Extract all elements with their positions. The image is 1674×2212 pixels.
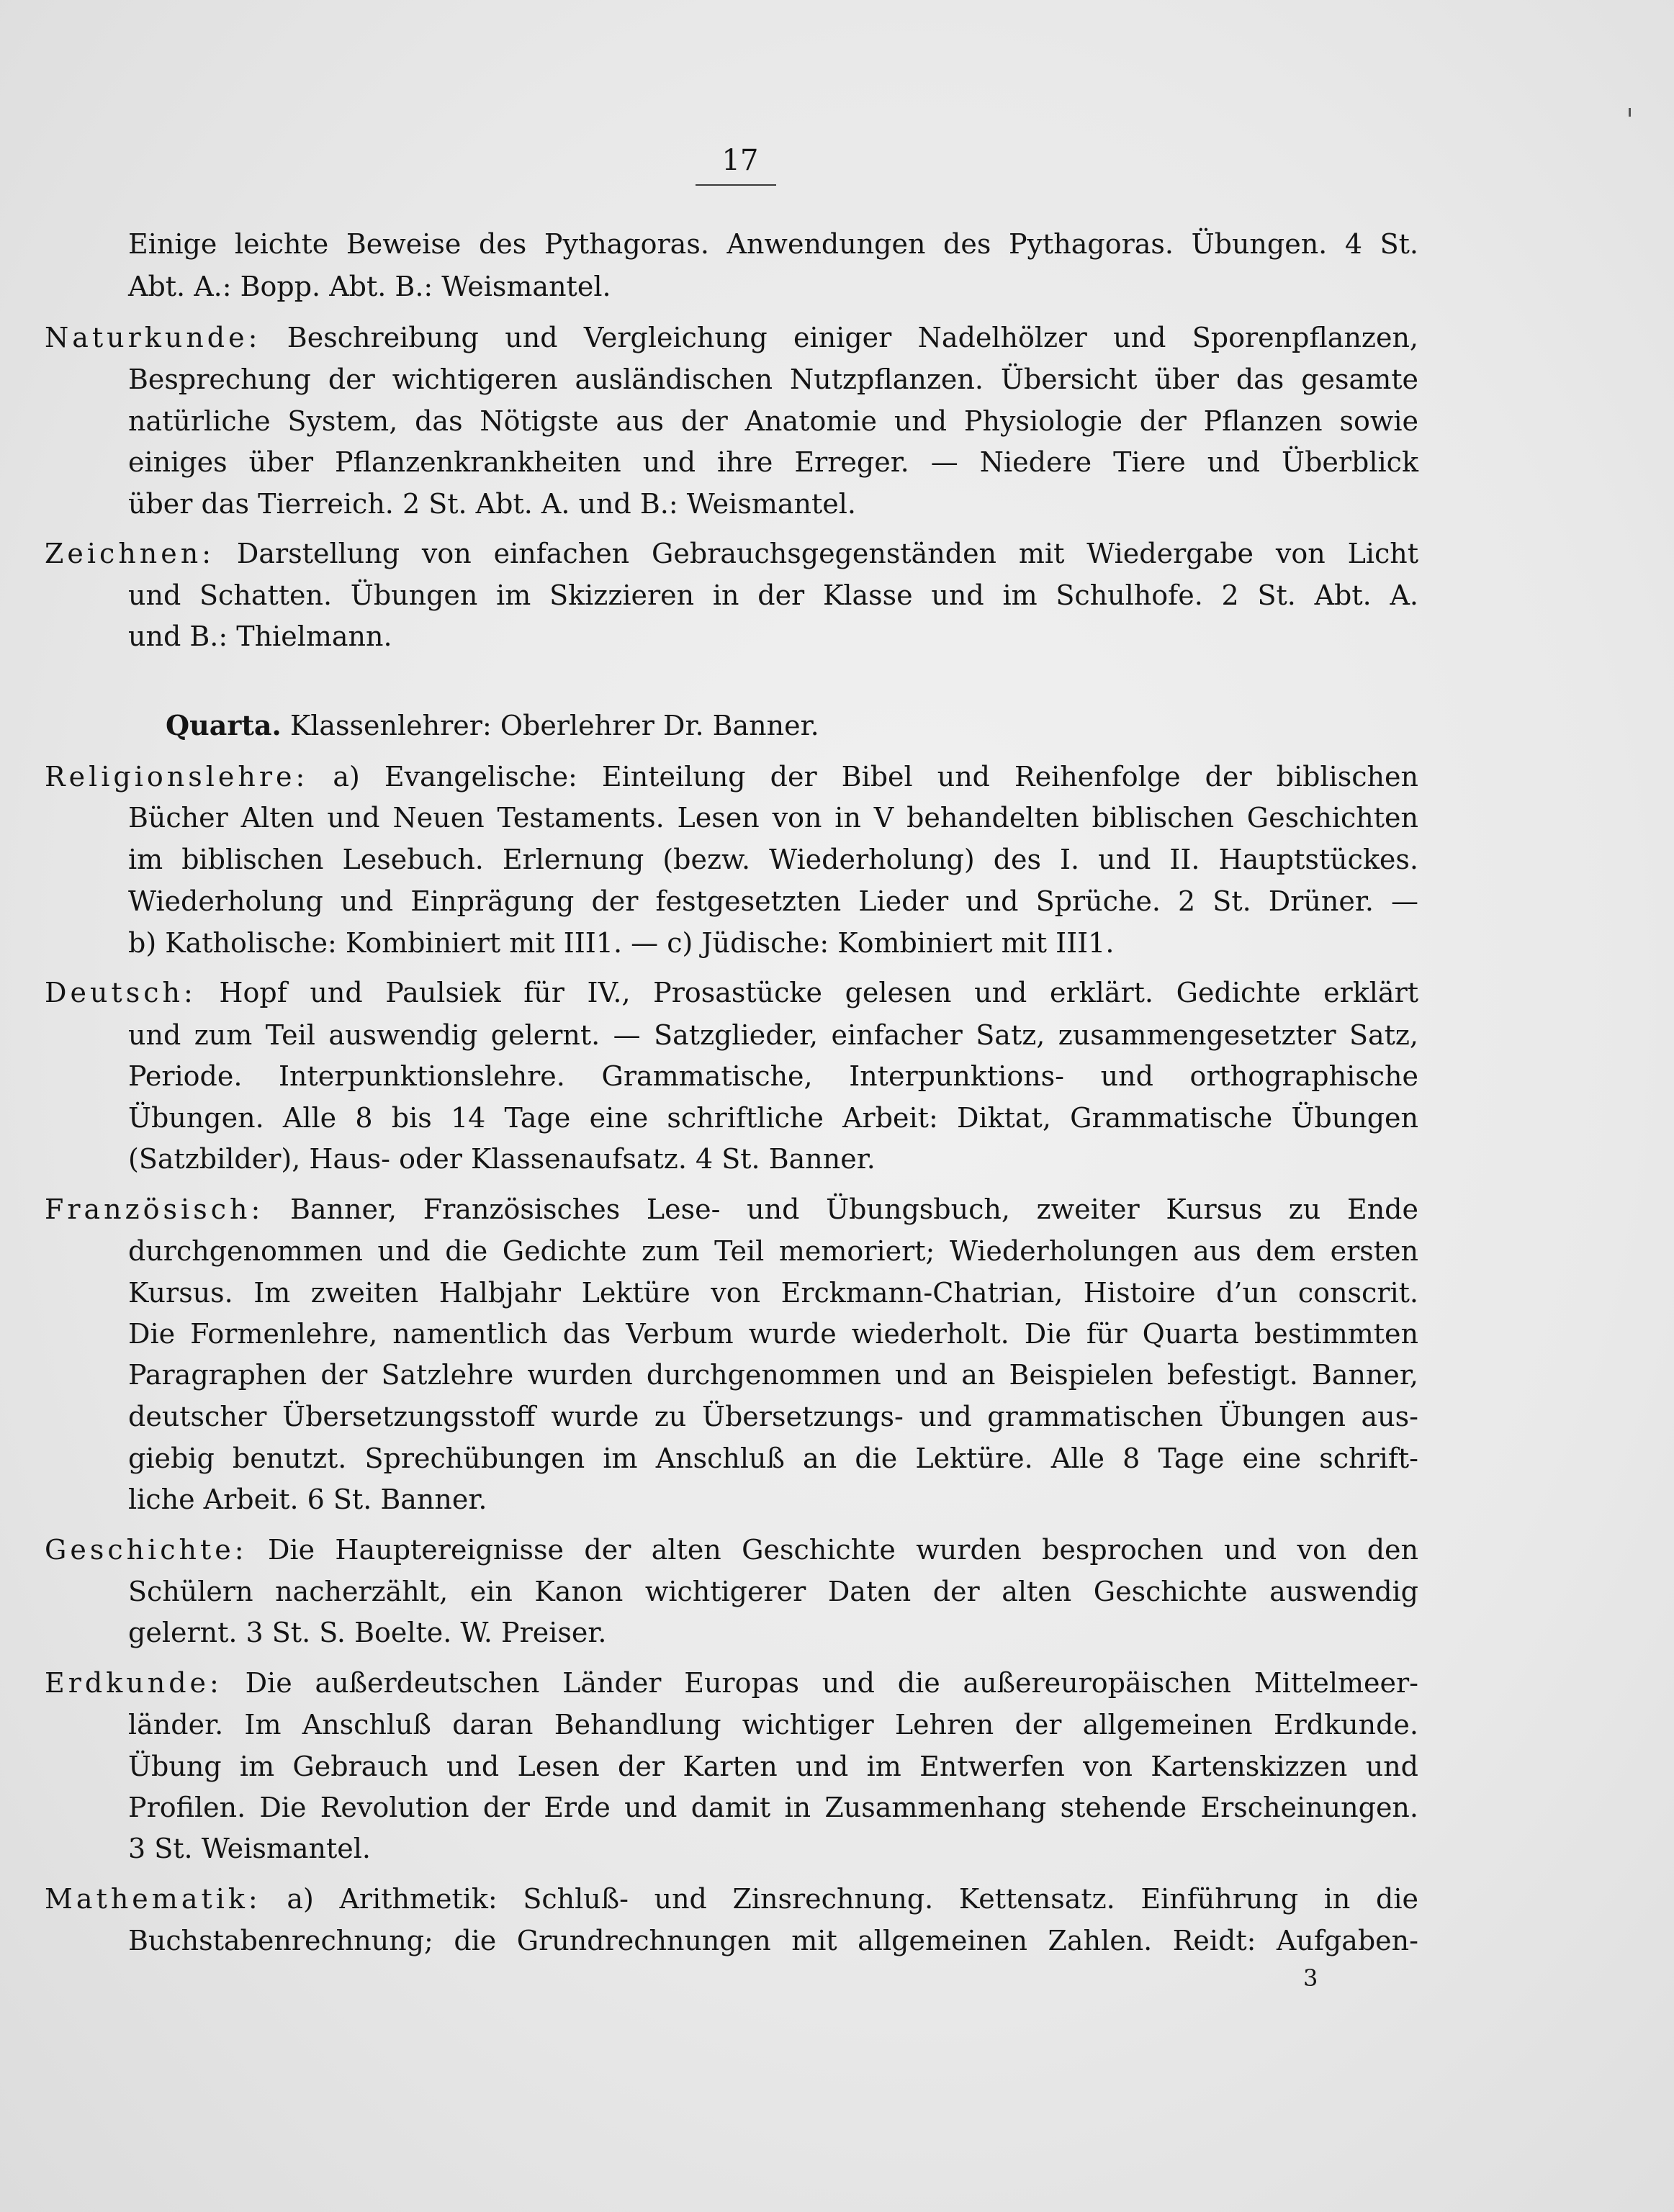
text-line [128,1274,1418,1312]
subject-label: Französisch: [45,1193,264,1225]
line-text: Profilen. Die Revolution der Erde und damit in Zusammenhang stehende Erscheinungen. [128,1792,1418,1823]
text-line [45,319,1418,356]
text-line [128,361,1418,398]
line-text: natürliche System, das Nötigste aus der Anatomie und Physiologie der Pflanzen sowie [128,405,1418,437]
text-line [128,1315,1418,1353]
text-line [45,535,1418,572]
line-text: im biblischen Lesebuch. Erlernung (bezw. Wiederholung) des I. und II. Hauptstückes. [128,844,1418,875]
line-text: und Schatten. Übungen im Skizzieren in der Klasse und im Schulhofe. 2 St. Abt. A. [128,579,1418,611]
text-line [128,1140,876,1178]
line-text: durchgenommen und die Gedichte zum Teil memoriert; Wiederholungen aus dem ersten [128,1235,1418,1267]
text-line [45,1880,1418,1918]
text-line [45,758,1418,795]
subject-label: Religionslehre: [45,761,309,793]
line-text: einiges über Pflanzenkrankheiten und ihre Erreger. — Niedere Tiere und Überblick [128,446,1418,478]
text-line [128,799,1418,836]
class-heading-label: Quarta. [166,709,282,741]
line-text: Beschreibung und Vergleichung einiger Nadelhölzer und Sporenpflanzen, [261,322,1418,353]
line-text: liche Arbeit. 6 St. Banner. [128,1484,487,1515]
line-text: Besprechung der wichtigeren ausländischen Nutzpflanzen. Übersicht über das gesamte [128,364,1418,395]
text-line [128,1573,1418,1610]
subject-label: Zeichnen: [45,538,215,569]
signature-mark: 3 [1303,1964,1318,1992]
line-text: (Satzbilder), Haus- oder Klassenaufsatz. 4 St. Banner. [128,1143,876,1175]
line-text: a) Arithmetik: Schluß- und Zinsrechnung. Kettensatz. Einführung in die [261,1883,1418,1915]
text-line [128,1481,487,1518]
text-line [45,1664,1418,1702]
line-text: gelernt. 3 St. S. Boelte. W. Preiser. [128,1617,607,1648]
line-text: Kursus. Im zweiten Halbjahr Lektüre von Erckmann-Chatrian, Histoire d’un conscrit. [128,1277,1418,1309]
text-line [128,1922,1418,1959]
text-line [128,268,611,305]
subject-label: Geschichte: [45,1534,248,1566]
text-line [128,1016,1418,1054]
line-text: Die Formenlehre, namentlich das Verbum wurde wiederholt. Die für Quarta bestimmten [128,1318,1418,1350]
line-text: Wiederholung und Einprägung der festgesetzten Lieder und Sprüche. 2 St. Drüner. — [128,885,1418,917]
text-line [45,1191,1418,1228]
line-text: Übung im Gebrauch und Lesen der Karten und im Entwerfen von Kartenskizzen und [128,1751,1418,1782]
line-text: Hopf und Paulsiek für IV., Prosastücke gelesen und erklärt. Gedichte erklärt [196,977,1418,1008]
subject-label: Deutsch: [45,977,197,1008]
text-line [128,443,1418,481]
line-text: Bücher Alten und Neuen Testaments. Lesen von in V behandelten biblischen Geschichten [128,802,1418,834]
line-text: Übungen. Alle 8 bis 14 Tage eine schriftliche Arbeit: Diktat, Grammatische Übungen [128,1102,1418,1134]
subject-label: Erdkunde: [45,1667,222,1699]
text-line [128,1398,1418,1435]
subject-label: Mathematik: [45,1883,261,1915]
text-line [128,1099,1418,1137]
text-line [128,1706,1418,1743]
text-line [128,1830,371,1867]
scan-edge-mark [1629,108,1631,117]
text-line [45,974,1418,1011]
text-line [128,402,1418,440]
text-line [128,1356,1418,1394]
text-line [128,225,1418,263]
line-text: Darstellung von einfachen Gebrauchsgegenständen mit Wiedergabe von Licht [215,538,1418,569]
line-text: Buchstabenrechnung; die Grundrechnungen mit allgemeinen Zahlen. Reidt: Aufgaben- [128,1925,1418,1956]
text-line [128,882,1418,920]
line-text: 3 St. Weismantel. [128,1833,371,1864]
line-text: Paragraphen der Satzlehre wurden durchgenommen und an Beispielen befestigt. Banner, [128,1359,1418,1391]
text-line [128,841,1418,878]
subject-label: Naturkunde: [45,322,261,353]
line-text: und zum Teil auswendig gelernt. — Satzglieder, einfacher Satz, zusammengesetzter Satz, [128,1019,1418,1051]
line-text: Abt. A.: Bopp. Abt. B.: Weismantel. [128,271,611,302]
line-text: über das Tierreich. 2 St. Abt. A. und B.: Weismantel. [128,488,856,520]
line-text: Schülern nacherzählt, ein Kanon wichtigerer Daten der alten Geschichte auswendig [128,1576,1418,1607]
line-text: Banner, Französisches Lese- und Übungsbuch, zweiter Kursus zu Ende [264,1193,1418,1225]
text-line [128,485,856,523]
line-text: Die Hauptereignisse der alten Geschichte wurden besprochen und von den [247,1534,1418,1566]
section-heading [166,707,819,744]
line-text: Die außerdeutschen Länder Europas und die außereuropäischen Mittelmeer- [222,1667,1418,1699]
text-line [128,1232,1418,1270]
line-text: a) Evangelische: Einteilung der Bibel und Reihenfolge der biblischen [308,761,1418,793]
line-text: b) Katholische: Kombiniert mit III1. — c) Jüdische: Kombiniert mit III1. [128,927,1115,959]
line-text: giebig benutzt. Sprechübungen im Anschluß an die Lektüre. Alle 8 Tage eine schrift- [128,1443,1418,1474]
text-line [128,577,1418,614]
page-number-rule [696,184,776,186]
text-line [128,1789,1418,1826]
text-line [128,1614,606,1651]
line-text: Periode. Interpunktionslehre. Grammatische, Interpunktions- und orthographische [128,1060,1418,1092]
text-line [128,1440,1418,1477]
line-text: Einige leichte Beweise des Pythagoras. Anwendungen des Pythagoras. Übungen. 4 St. [128,228,1418,260]
line-text: Klassenlehrer: Oberlehrer Dr. Banner. [281,710,819,741]
text-line [45,1531,1418,1568]
line-text: deutscher Übersetzungsstoff wurde zu Übersetzungs- und grammatischen Übungen aus- [128,1401,1418,1432]
page-number: 17 [721,144,759,177]
line-text: und B.: Thielmann. [128,620,392,652]
line-text: länder. Im Anschluß daran Behandlung wichtiger Lehren der allgemeinen Erdkunde. [128,1709,1418,1741]
text-line [128,1057,1418,1095]
text-line [128,1748,1418,1785]
text-line [128,924,1114,962]
text-line [128,618,392,655]
